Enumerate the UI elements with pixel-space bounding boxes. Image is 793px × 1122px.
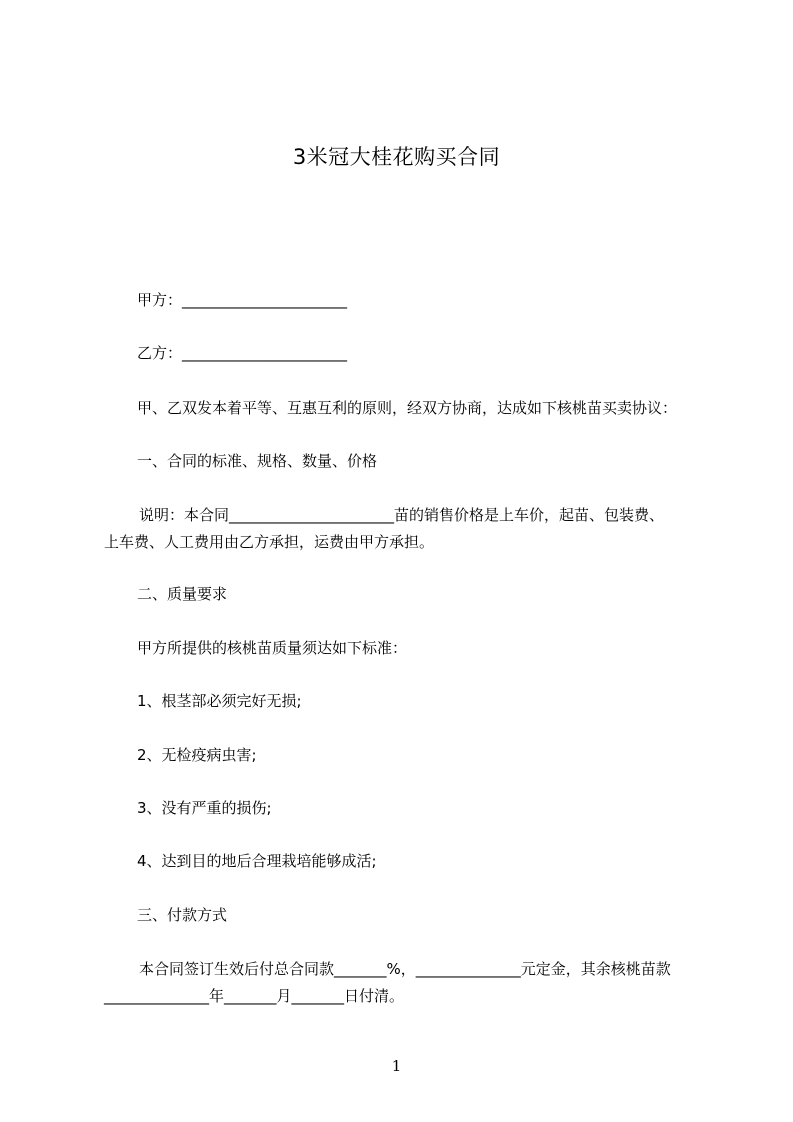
list-item: 4、达到目的地后合理栽培能够成活; [137,852,377,870]
intro-paragraph: 甲、乙双发本着平等、互惠互利的原则，经双方协商，达成如下核桃苗买卖协议： [137,399,678,417]
section3-line1: 本合同签订生效后付总合同款_______%，______________元定金，其余核桃苗款 [139,960,671,978]
document-title: 3米冠大桂花购买合同 [292,145,501,169]
party-a-line: 甲方：______________________ [137,291,348,309]
page-number: 1 [391,1057,402,1075]
section3-line2: ______________年_______月_______日付清。 [104,987,405,1005]
list-item: 2、无检疫病虫害; [137,746,257,764]
section3-heading: 三、付款方式 [137,906,228,924]
list-item: 3、没有严重的损伤; [137,799,272,817]
section1-note-line2: 上车费、人工费用由乙方承担，运费由甲方承担。 [104,533,435,551]
section1-note-line1: 说明：本合同______________________苗的销售价格是上车价，起苗、包装费、 [139,506,665,524]
section2-heading: 二、质量要求 [137,585,228,603]
section1-heading: 一、合同的标准、规格、数量、价格 [137,452,378,470]
list-item: 1、根茎部必须完好无损; [137,692,302,710]
section2-intro: 甲方所提供的核桃苗质量须达如下标准： [137,639,408,657]
party-b-line: 乙方：______________________ [137,344,348,362]
